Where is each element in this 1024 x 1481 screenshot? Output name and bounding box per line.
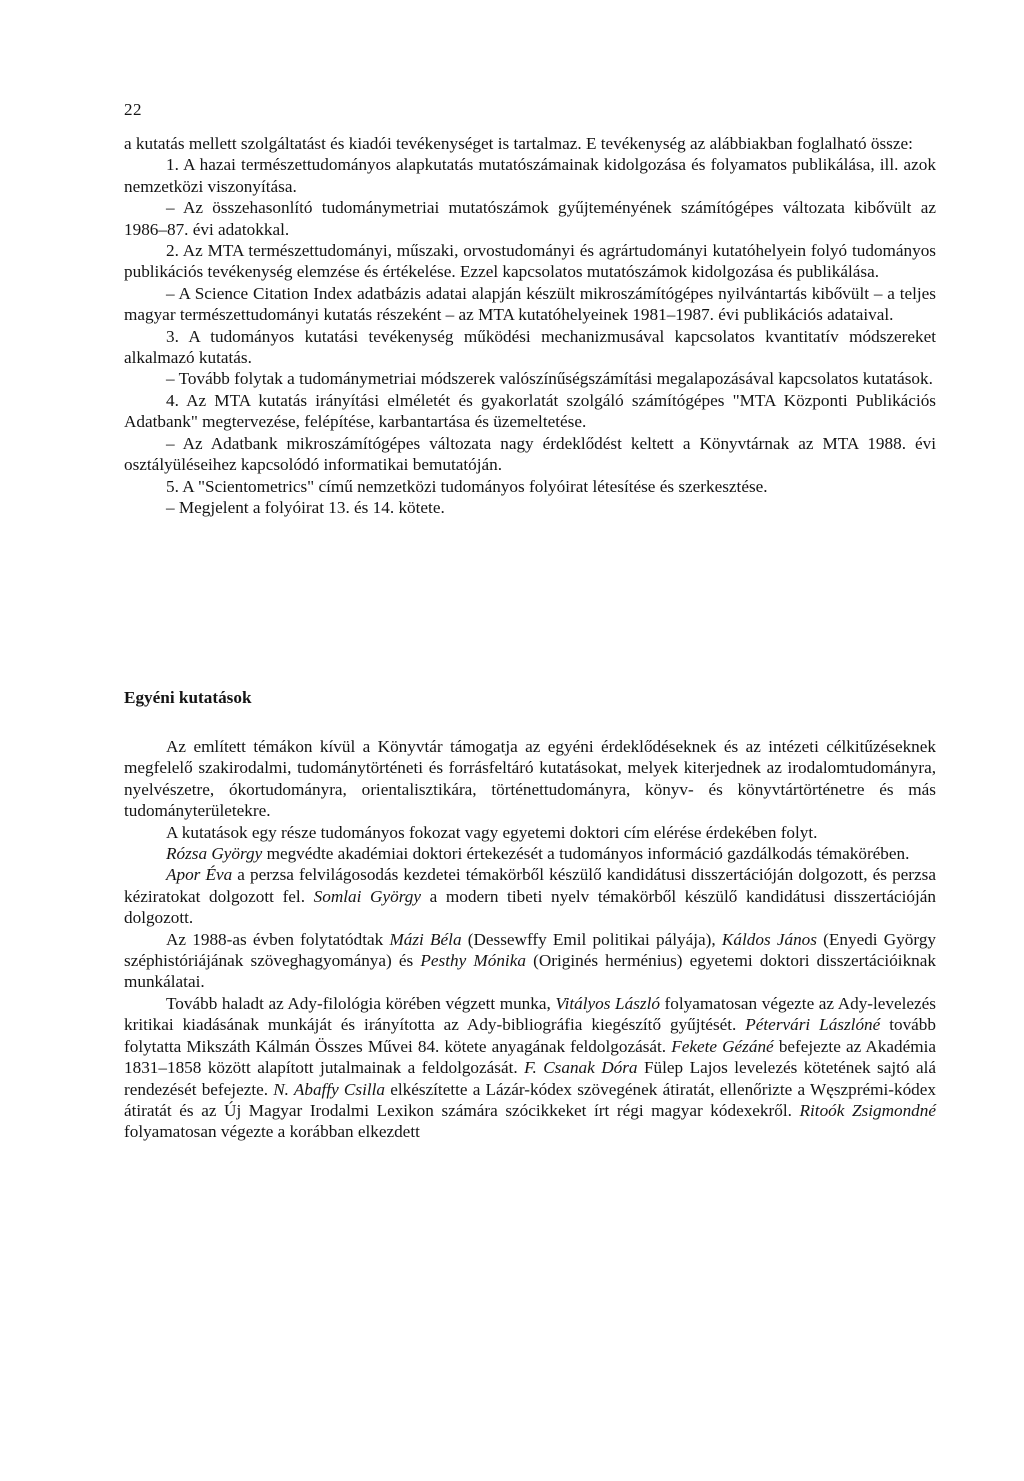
list-item-1-note: – Az összehasonlító tudománymetriai mutatószámok gyűjteményének számítógépes változata kibővült az 1986–87. évi adatokkal. (124, 198, 936, 239)
paragraph-text: tovább folytatta Mikszáth Kálmán Összes Művei 84. kötete anyagának feldolgozását. (124, 1015, 936, 1056)
intro-paragraph: a kutatás mellett szolgáltatást és kiadói tevékenységet is tartalmaz. E tevékenység az alábbiakban foglalható össze: (124, 134, 913, 153)
author-name: N. Abaffy Csilla (273, 1079, 385, 1099)
list-item-5: 5. A "Scientometrics" című nemzetközi tudományos folyóirat létesítése és szerkesztése. (166, 476, 768, 496)
author-name: Fekete Gézáné (671, 1036, 774, 1056)
list-item-1: 1. A hazai természettudományos alapkutatás mutatószámainak kidolgozása és folyamatos publikálása, ill. azok nemzetközi viszonyítása. (124, 155, 936, 196)
paragraph-text: a perzsa felvilágosodás kezdetei témakörből készülő kandidátusi disszertációján dolgozott, és perzsa kéziratokat dolgozott fel. (124, 865, 936, 906)
section-paragraph (124, 822, 936, 843)
author-name: Somlai György (313, 886, 421, 906)
paragraph-text: befejezte az Akadémia 1831–1858 között alapított jutalmainak a feldolgozását. (124, 1036, 937, 1078)
paragraph-text: (Originés herménius) egyetemi doktori disszertációiknak munkálatai. (124, 951, 936, 992)
author-name: Vitályos László (555, 993, 660, 1013)
section-paragraph (124, 864, 936, 928)
list-item-5-note: – Megjelent a folyóirat 13. és 14. kötete. (166, 497, 445, 517)
list-item-2: 2. Az MTA természettudományi, műszaki, orvostudományi és agrártudományi kutatóhelyein folyó tudományos publikációs tevékenység elemzése és értékelése. Ezzel kapcsolatos mutatószámok kidolgozása és publikálása. (124, 241, 936, 282)
section-heading: Egyéni kutatások (124, 688, 252, 707)
paragraph-text: A kutatások egy része tudományos fokozat vagy egyetemi doktori cím elérése érdekében folyt. (166, 822, 818, 842)
paragraph-text: (Enyedi György széphistóriájának szöveghagyománya) és (124, 929, 937, 971)
paragraph-text: Az említett témákon kívül a Könyvtár támogatja az egyéni érdeklődéseknek és az intézeti célkitűzéseknek megfelelő szakirodalmi, tudománytörténeti és forrásfeltáró kutatásokat, melyek kiterjednek az irodalomtudományra, nyelvészetre, ókortudományra, orientalisztikára, történettudományra, könyv- és könyvtártörténetre és más tudományterületekre. (124, 737, 936, 821)
paragraph-text: folyamatosan végezte az Ady-levelezés kritikai kiadásának munkáját és irányította az Ady-bibliográfia kiegészítő gyűjtését. (124, 993, 936, 1035)
page-number: 22 (124, 100, 142, 119)
paragraph-text: Tovább haladt az Ady-filológia körében végzett munka, (166, 993, 556, 1013)
section-paragraph (124, 993, 936, 1143)
list-item-2-note: – A Science Citation Index adatbázis adatai alapján készült mikroszámítógépes nyilvántartás kibővült – a teljes magyar természettudományi kutatás részeként – az MTA kutatóhelyeinek 1981–1987. évi publikációs adataival. (124, 283, 936, 325)
author-name: Pesthy Mónika (420, 951, 526, 971)
author-name: Káldos János (721, 929, 817, 949)
list-item-3: 3. A tudományos kutatási tevékenység működési mechanizmusával kapcsolatos kvantitatív módszereket alkalmazó kutatás. (124, 326, 936, 368)
author-name: F. Csanak Dóra (524, 1058, 638, 1078)
paragraph-text: Az 1988-as évben folytatódtak (166, 929, 390, 949)
author-name: Rózsa György (166, 844, 263, 864)
paragraph-text: megvédte akadémiai doktori értekezését a tudományos információ gazdálkodás témakörében. (262, 844, 910, 864)
list-item-3-note: – Tovább folytak a tudománymetriai módszerek valószínűségszámítási megalapozásával kapcsolatos kutatások. (166, 369, 933, 389)
paragraph-text: a modern tibeti nyelv témakörből készülő kandidátusi disszertációján dolgozott. (124, 886, 936, 928)
author-name: Pétervári Lászlóné (745, 1015, 881, 1035)
paragraph-text: folyamatosan végezte a korábban elkezdett (124, 1122, 420, 1142)
section-body (124, 736, 936, 1143)
section-paragraph (124, 929, 936, 993)
paragraph-text: Fülep Lajos levelezés kötetének sajtó alá rendezését befejezte. (124, 1058, 936, 1099)
author-name: Mázi Béla (389, 929, 462, 949)
services-list (124, 133, 936, 518)
author-name: Ritoók Zsigmondné (799, 1100, 936, 1120)
paragraph-text: (Dessewffy Emil politikai pályája), (461, 929, 722, 949)
section-paragraph (124, 843, 936, 864)
author-name: Apor Éva (166, 865, 233, 885)
list-item-4-note: – Az Adatbank mikroszámítógépes változata nagy érdeklődést keltett a Könyvtárnak az MTA 1988. évi osztályüléseihez kapcsolódó informatikai bemutatóján. (124, 433, 936, 475)
list-item-4: 4. Az MTA kutatás irányítási elméletét és gyakorlatát szolgáló számítógépes "MTA Központi Publikációs Adatbank" megtervezése, felépítése, karbantartása és üzemeltetése. (124, 390, 936, 432)
paragraph-text: elkészítette a Lázár-kódex szövegének átiratát, ellenőrizte a Węszprémi-kódex átiratát és az Új Magyar Irodalmi Lexikon számára szócikkeket írt régi magyar kódexekről. (124, 1079, 936, 1120)
section-paragraph (124, 736, 936, 822)
